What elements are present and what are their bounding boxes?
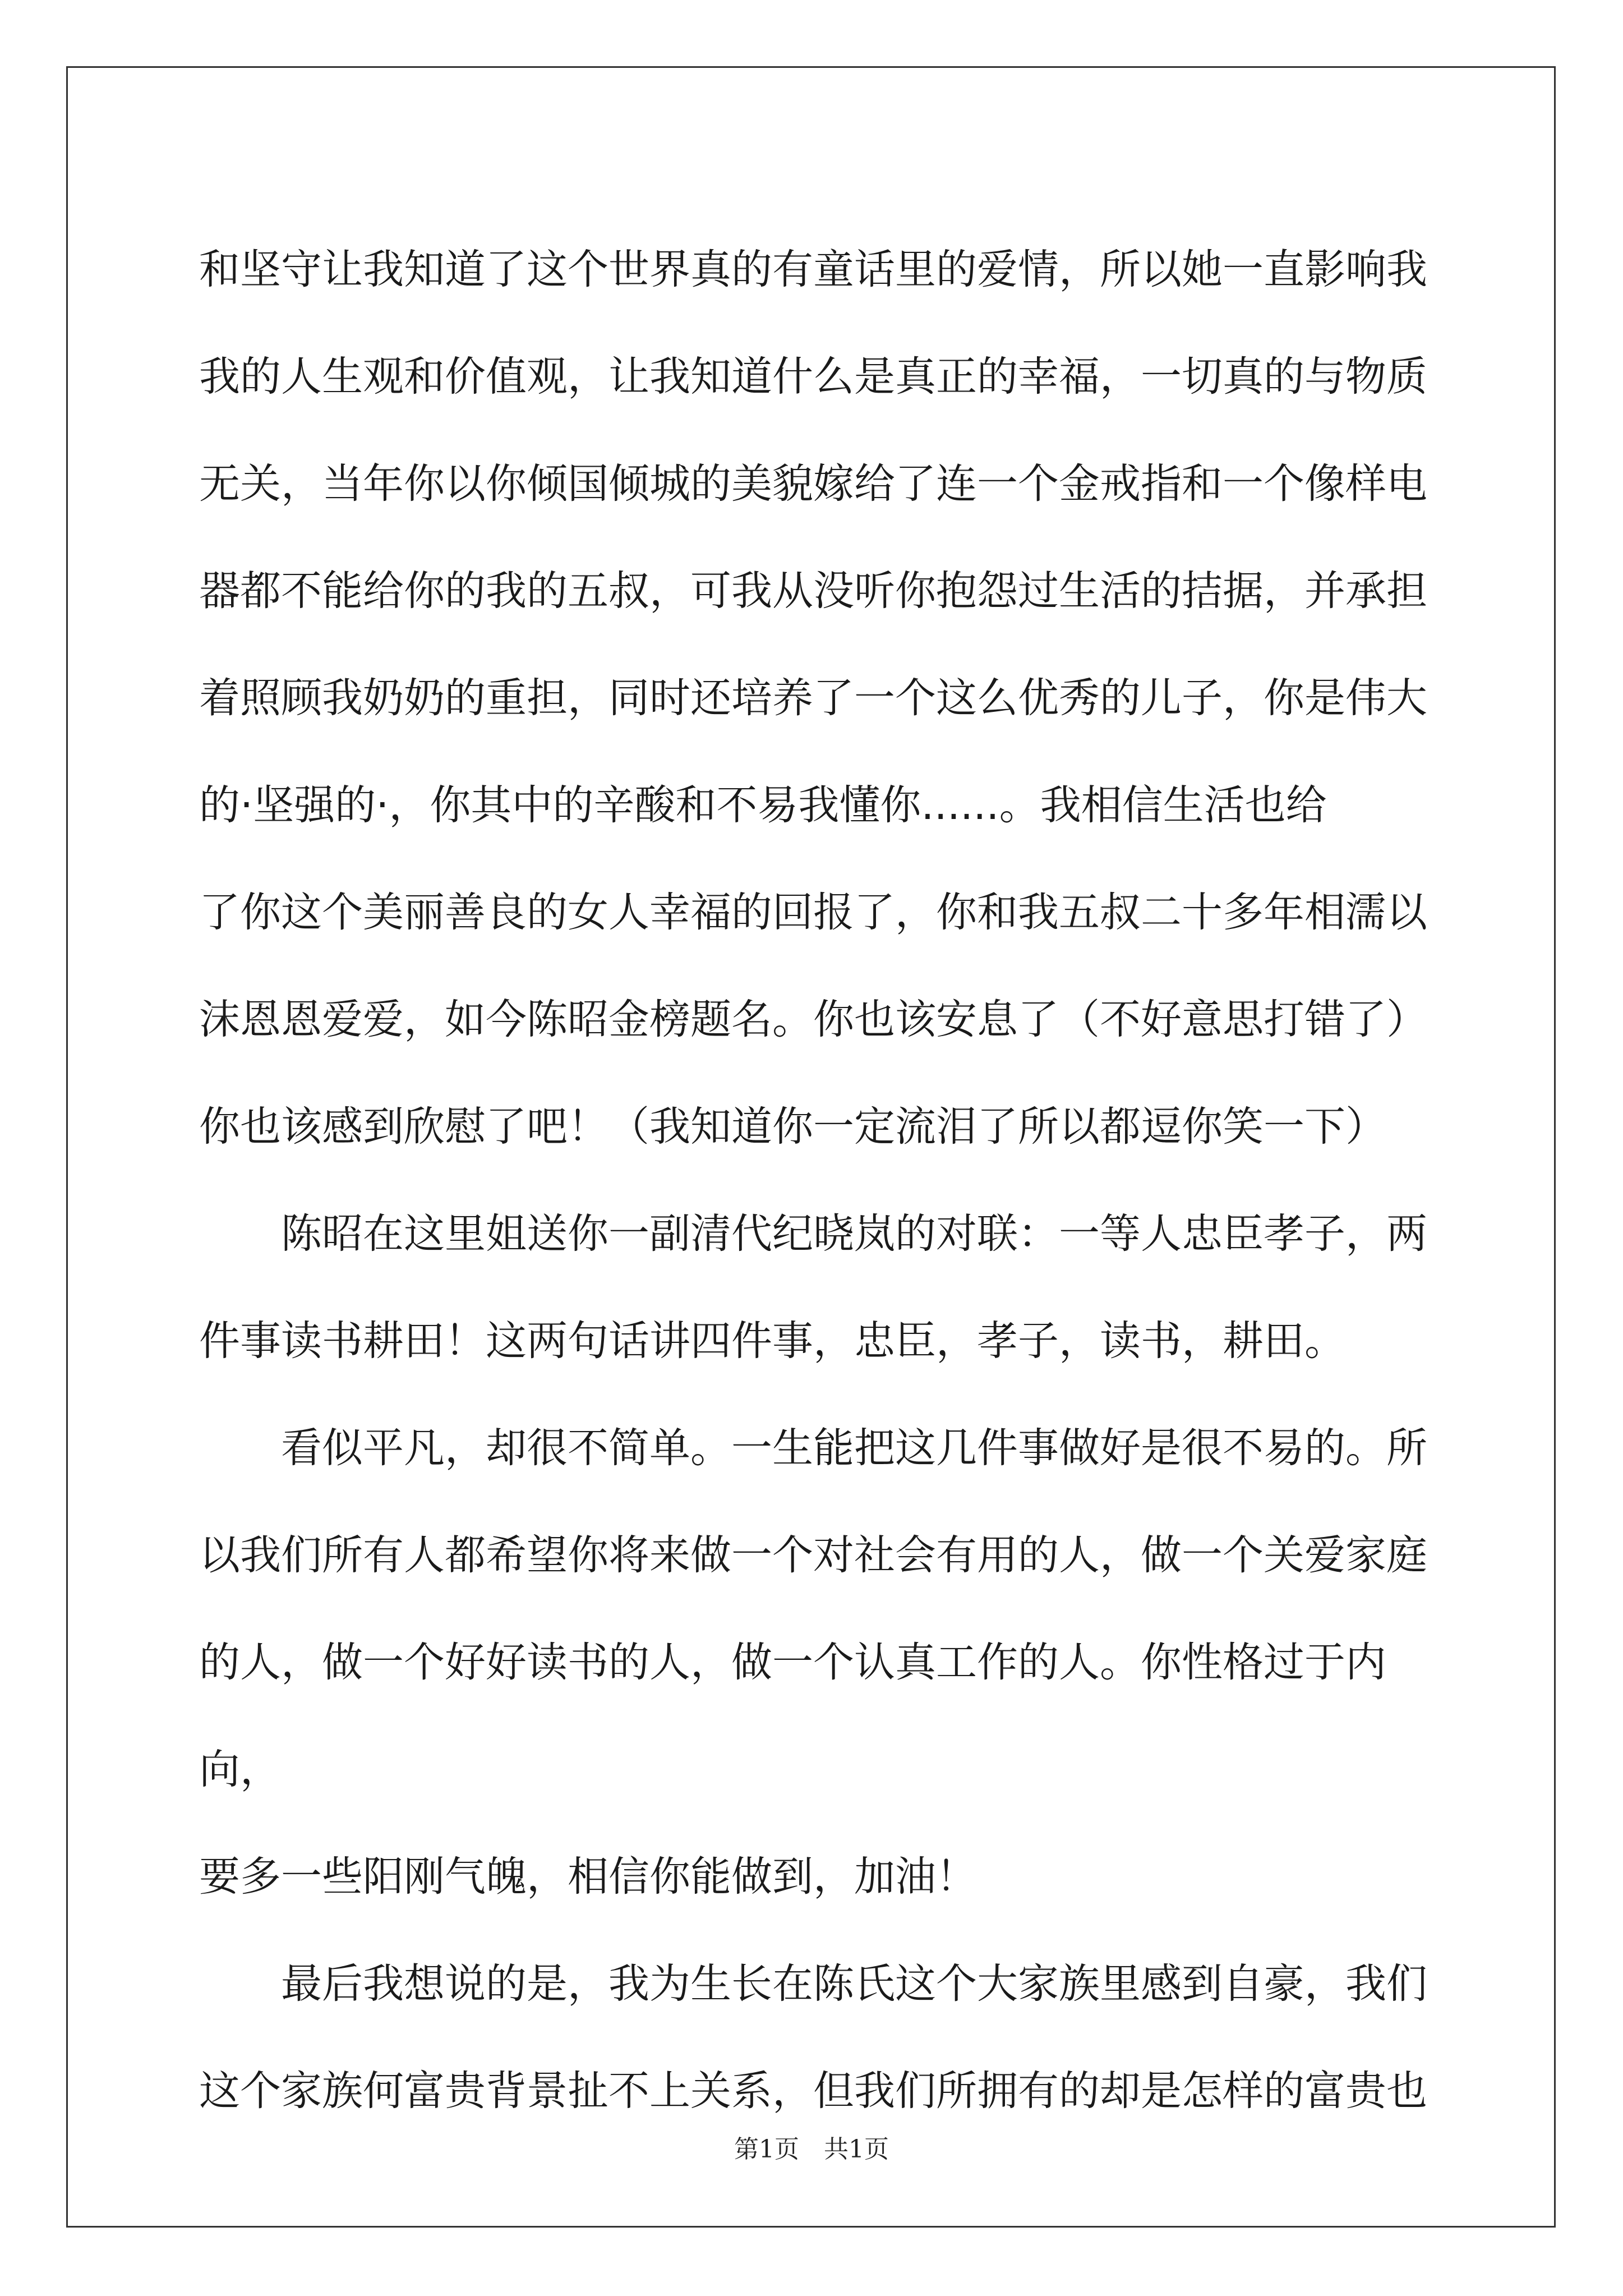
text-line: 了你这个美丽善良的女人幸福的回报了，你和我五叔二十多年相濡以 (199, 889, 1427, 936)
page-number: 第1页 共1页 (734, 2135, 889, 2164)
paragraph-2 (199, 1180, 1433, 1395)
paragraph-1 (199, 216, 1433, 1180)
page-footer (0, 2129, 1623, 2165)
text-line: 这个家族何富贵背景扯不上关系，但我们所拥有的却是怎样的富贵也 (199, 2067, 1427, 2115)
text-line: 和坚守让我知道了这个世界真的有童话里的爱情，所以她一直影响我 (199, 246, 1427, 293)
text-line: 陈昭在这里姐送你一副清代纪晓岚的对联：一等人忠臣孝子，两 (281, 1210, 1427, 1258)
document-body (199, 216, 1433, 2145)
text-line: 无关，当年你以你倾国倾城的美貌嫁给了连一个金戒指和一个像样电 (199, 460, 1427, 508)
text-line: 的·坚强的·，你其中的辛酸和不易我懂你......。我相信生活也给 (199, 781, 1327, 829)
paragraph-3 (199, 1395, 1433, 1930)
text-line: 看似平凡，却很不简单。一生能把这几件事做好是很不易的。所 (281, 1424, 1427, 1472)
text-line: 着照顾我奶奶的重担，同时还培养了一个这么优秀的儿子，你是伟大 (199, 674, 1427, 722)
text-line: 最后我想说的是，我为生长在陈氏这个大家族里感到自豪，我们 (281, 1960, 1427, 2008)
text-line: 要多一些阳刚气魄，相信你能做到，加油！ (199, 1853, 977, 1901)
text-line: 的人，做一个好好读书的人，做一个认真工作的人。你性格过于内向， (199, 1639, 1386, 1793)
text-line: 件事读书耕田！这两句话讲四件事，忠臣，孝子，读书，耕田。 (199, 1317, 1345, 1365)
text-line: 以我们所有人都希望你将来做一个对社会有用的人，做一个关爱家庭 (199, 1531, 1427, 1579)
text-line: 你也该感到欣慰了吧！（我知道你一定流泪了所以都逗你笑一下） (199, 1103, 1386, 1151)
text-line: 沫恩恩爱爱，如今陈昭金榜题名。你也该安息了（不好意思打错了） (199, 996, 1427, 1043)
paragraph-4 (199, 1930, 1433, 2145)
text-line: 器都不能给你的我的五叔，可我从没听你抱怨过生活的拮据，并承担 (199, 567, 1427, 615)
text-line: 我的人生观和价值观，让我知道什么是真正的幸福，一切真的与物质 (199, 353, 1427, 401)
